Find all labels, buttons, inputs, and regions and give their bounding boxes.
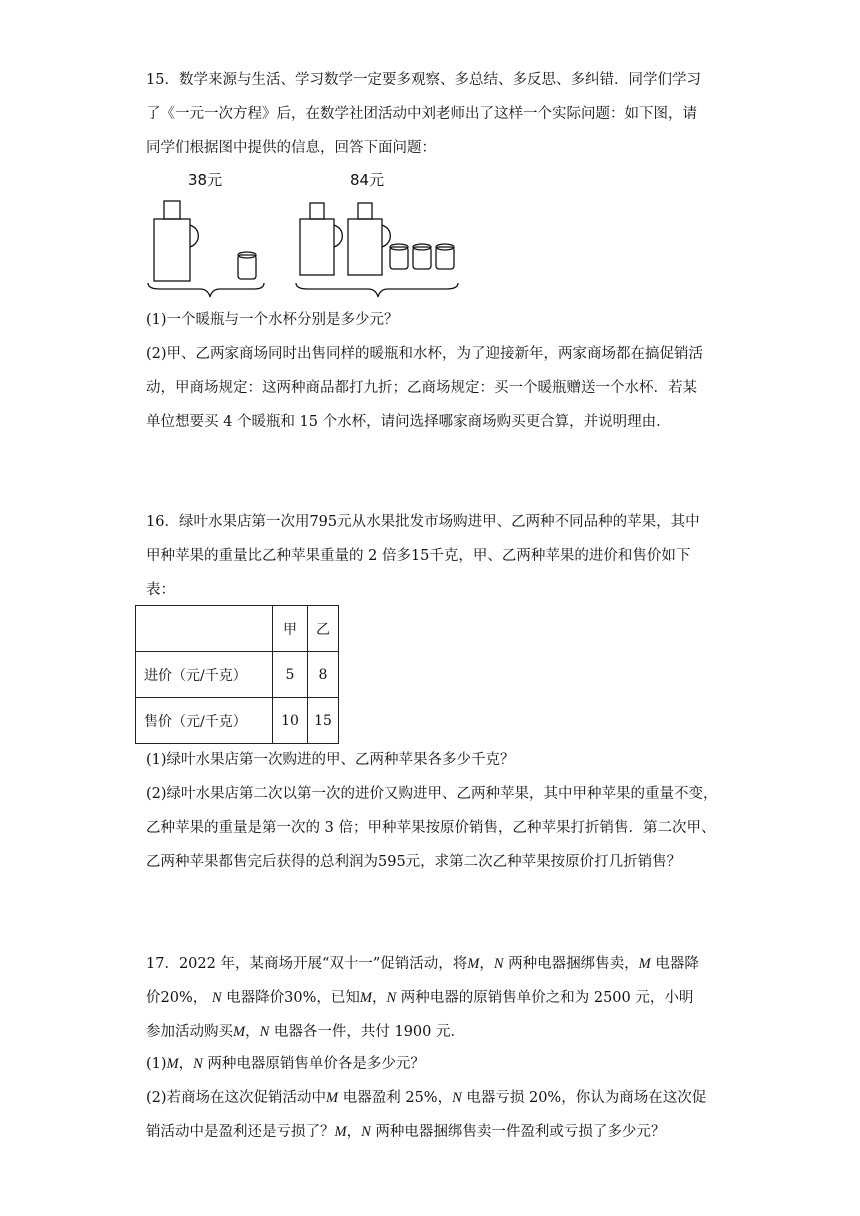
q17-line-3: 参加活动购买M，N 电器各一件，共付 1900 元． [146, 1024, 465, 1040]
thermos-icon [348, 203, 390, 275]
q17-line-1: 17．2022 年，某商场开展“双十一”促销活动，将M，N 两种电器捆绑售卖，M 电器降 [146, 956, 699, 972]
q17-part-2-line-1: (2)若商场在这次促销活动中M 电器盈利 25%，N 电器亏损 20%，你认为商场在这次促 [146, 1090, 707, 1106]
price-label-left: 38元 [188, 171, 223, 189]
table-cell: 8 [308, 652, 339, 698]
price-label-right: 84元 [350, 171, 385, 189]
table-row [136, 652, 339, 698]
cup-icon [413, 244, 431, 269]
table-cell: 10 [273, 698, 308, 744]
brace-left [148, 283, 264, 297]
table-cell: 5 [273, 652, 308, 698]
cup-icon [238, 252, 256, 279]
q16-part-2-line-1: (2)绿叶水果店第二次以第一次的进价又购进甲、乙两种苹果，其中甲种苹果的重量不变， [146, 786, 718, 802]
q17-part-1: (1)M，N 两种电器原销售单价各是多少元？ [146, 1056, 425, 1072]
table-cell: 乙 [308, 606, 339, 652]
q15-part-2-line-1: (2)甲、乙两家商场同时出售同样的暖瓶和水杯，为了迎接新年，两家商场都在搞促销活 [146, 346, 704, 362]
table-cell: 甲 [273, 606, 308, 652]
table-row [136, 698, 339, 744]
cup-icon [436, 244, 454, 269]
q15-part-2-line-2: 动，甲商场规定：这两种商品都打九折；乙商场规定：买一个暖瓶赠送一个水杯．若某 [146, 380, 697, 396]
q15-line-2: 了《一元一次方程》后，在数学社团活动中刘老师出了这样一个实际问题：如下图，请 [146, 106, 697, 122]
thermos-icon [154, 201, 198, 281]
q15-line-1: 15．数学来源与生活、学习数学一定要多观察、多总结、多反思、多纠错．同学们学习 [146, 72, 701, 88]
thermos-icon [300, 203, 342, 275]
table-cell: 15 [308, 698, 339, 744]
q17-part-2-line-2: 销活动中是盈利还是亏损了？M，N 两种电器捆绑售卖一件盈利或亏损了多少元？ [146, 1124, 666, 1140]
cup-icon [390, 244, 408, 269]
table-cell: 进价（元/千克） [136, 652, 273, 698]
q15-part-2-line-3: 单位想要买 4 个暖瓶和 15 个水杯，请问选择哪家商场购买更合算，并说明理由． [146, 414, 671, 430]
q16-line-1: 16．绿叶水果店第一次用795元从水果批发市场购进甲、乙两种不同品种的苹果，其中 [146, 514, 700, 530]
q15-line-3: 同学们根据图中提供的信息，回答下面问题： [146, 140, 436, 156]
q15-part-1: (1)一个暖瓶与一个水杯分别是多少元？ [146, 312, 399, 328]
table-cell: 售价（元/千克） [136, 698, 273, 744]
q16-part-2-line-2: 乙种苹果的重量是第一次的 3 倍；甲种苹果按原价销售，乙种苹果打折销售．第二次甲、 [146, 820, 716, 836]
brace-right [296, 283, 458, 297]
table-header-row [136, 606, 339, 652]
price-table [135, 605, 339, 744]
q16-part-1: (1)绿叶水果店第一次购进的甲、乙两种苹果各多少千克？ [146, 752, 515, 768]
q15-figure [140, 165, 470, 305]
q17-line-2: 价20%， N 电器降价30%，已知M，N 两种电器的原销售单价之和为 2500 元，小明 [146, 990, 694, 1006]
table-cell [136, 606, 273, 652]
q16-part-2-line-3: 乙两种苹果都售完后获得的总利润为595元，求第二次乙种苹果按原价打几折销售？ [146, 854, 682, 870]
q16-line-2: 甲种苹果的重量比乙种苹果重量的 2 倍多15千克，甲、乙两种苹果的进价和售价如下 [146, 548, 691, 564]
q16-line-3: 表： [146, 582, 175, 598]
